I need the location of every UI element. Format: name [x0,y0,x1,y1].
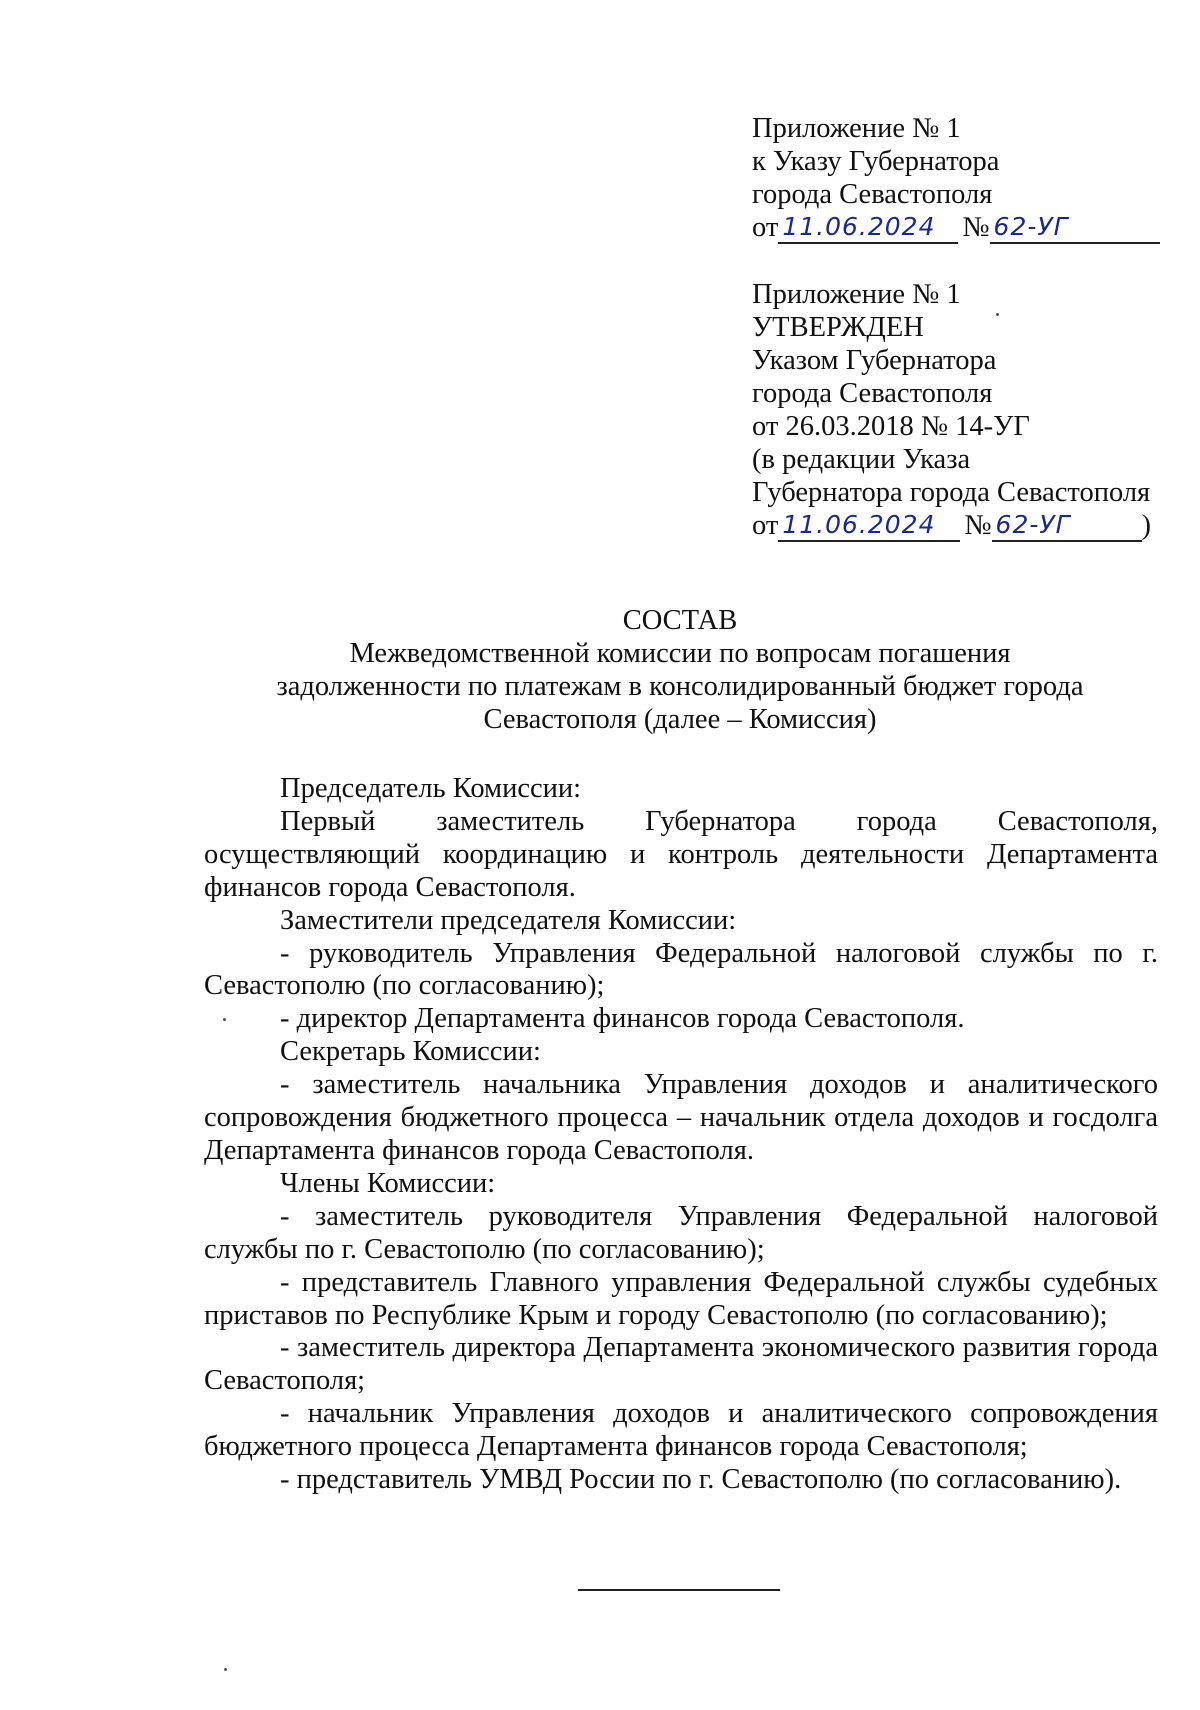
member-item: - представитель Главного управления Федеральной службы судебных приставов по Республике Крым и городу Севастополю (по согласованию); [204,1266,1158,1331]
scan-speck [996,313,999,316]
deputies-label: Заместители председателя Комиссии: [280,904,737,936]
title-heading: СОСТАВ [622,605,738,636]
date-field [778,509,960,542]
appendix-header-approved [752,278,1151,542]
header-line: УТВЕРЖДЕН [752,312,924,343]
number-prefix: № [962,212,990,243]
header-date-number-line [752,509,1151,542]
header-line: Губернатора города Севастополя [752,477,1151,508]
date-field [778,211,958,244]
header-line: Указом Губернатора [752,345,997,376]
scan-speck [223,1018,226,1021]
secretary-item: - заместитель начальника Управления доходов и аналитического сопровождения бюджетного процесса – начальник отдела доходов и госдолга Департамента финансов города Севастополя. [204,1069,1158,1166]
member-item: - представитель УМВД России по г. Севастополю (по согласованию). [280,1464,1122,1496]
secretary-label: Секретарь Комиссии: [280,1036,541,1068]
number-prefix: № [964,510,992,541]
from-prefix: от [752,510,779,541]
member-item: - начальник Управления доходов и аналитического сопровождения бюджетного процесса Департамента финансов города Севастополя; [204,1398,1158,1463]
appendix-header-order [752,112,1160,244]
number-field [992,509,1142,542]
title-line: Севастополя (далее – Комиссия) [483,704,877,735]
header-line: Приложение № 1 [752,279,961,310]
closing-paren: ) [1141,510,1152,541]
header-date-number-line [752,211,1160,244]
title-line: Межведомственной комиссии по вопросам погашения [349,638,1011,669]
deputy-item: - руководитель Управления Федеральной налоговой службы по г. Севастополю (по согласованию); [204,937,1158,1002]
header-line: (в редакции Указа [752,444,971,475]
member-item: - заместитель директора Департамента экономического развития города Севастополя; [204,1332,1158,1397]
deputy-item: - директор Департамента финансов города Севастополя. [280,1003,965,1035]
chair-text: Первый заместитель Губернатора города Севастополя, осуществляющий координацию и контроль деятельности Департамента финансов города Севастополя. [204,805,1158,903]
header-line: от 26.03.2018 № 14-УГ [752,411,1030,442]
header-line: Приложение № 1 [752,113,961,144]
handwritten-date: 11.06.2024 [782,212,936,241]
handwritten-date: 11.06.2024 [782,510,936,539]
from-prefix: от [752,212,779,243]
header-line: города Севастополя [752,378,993,409]
chair-label: Председатель Комиссии: [280,773,582,804]
document-title [200,604,1160,736]
member-item: - заместитель руководителя Управления Федеральной налоговой службы по г. Севастополю (по согласованию); [204,1200,1158,1265]
handwritten-number: 62-УГ [993,212,1069,241]
members-label: Члены Комиссии: [280,1167,496,1199]
end-divider [578,1589,780,1591]
header-line: города Севастополя [752,179,993,210]
scan-speck [224,1668,227,1671]
document-body [204,773,1158,1497]
handwritten-number: 62-УГ [995,510,1071,539]
header-line: к Указу Губернатора [752,146,1000,177]
number-field [990,211,1160,244]
title-line: задолженности по платежам в консолидированный бюджет города [276,671,1084,702]
